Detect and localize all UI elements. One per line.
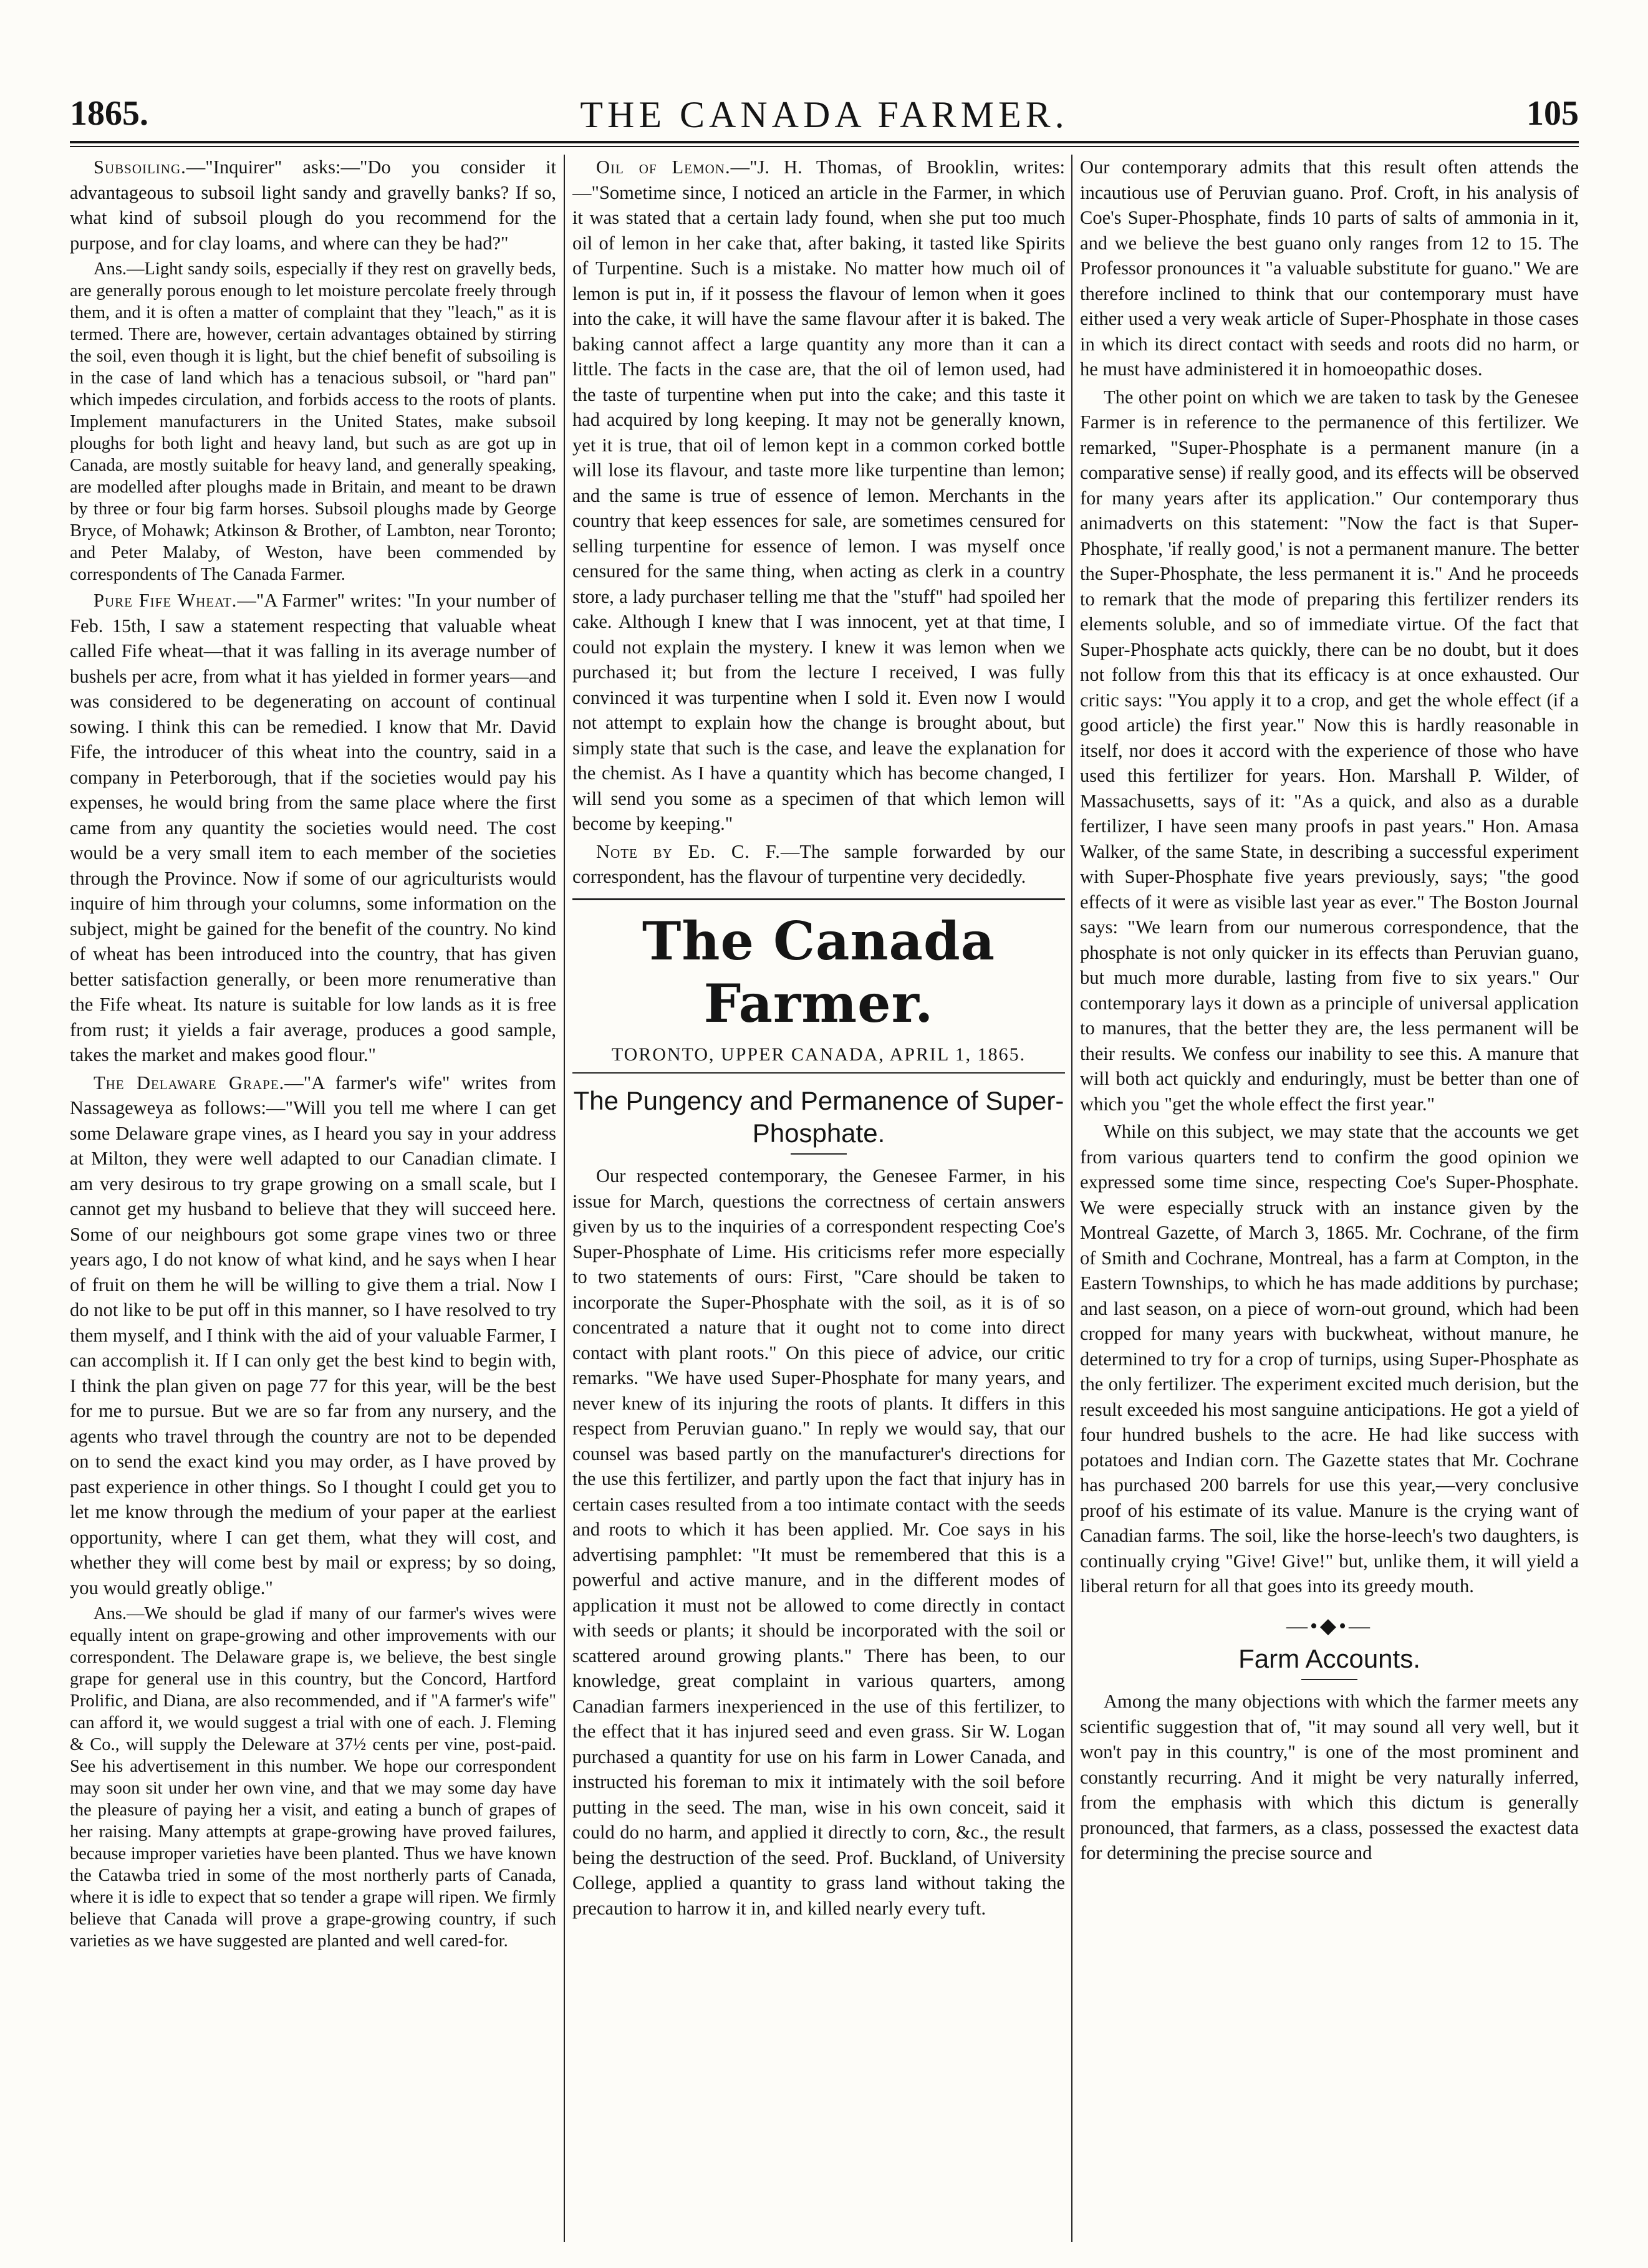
farm-accounts-title: Farm Accounts. (1238, 1644, 1420, 1673)
lemon-lead: Oil of Lemon. (596, 156, 731, 178)
grape-lead: The Delaware Grape. (94, 1072, 285, 1093)
masthead-rule-bottom (572, 1072, 1065, 1074)
fife-lead: Pure Fife Wheat. (94, 590, 238, 611)
editor-note (572, 839, 1065, 890)
column-3 (1080, 155, 1579, 2242)
column-2 (572, 155, 1065, 2242)
article-paragraph-4: While on this subject, we may state that the accounts we get from various quarters tend to confirm the good opinion we expressed some time since, respecting Coe's Super-Phosphate. We were especially struck with an instance given by the Montreal Gazette, of March 3, 1865. Mr. Cochrane, of the firm of Smith and Cochrane, Montreal, has a farm at Compton, in the Eastern Townships, to which he has made additions by purchase; and last season, on a piece of worn-out ground, which had been cropped for many years with buckwheat, without manure, he determined to try for a crop of turnips, using Super-Phosphate as the only fertilizer. The experiment excited much derision, but the result exceeded his most sanguine anticipations. He got a yield of four hundred bushels to the acre. He had like success with potatoes and Indian corn. The Gazette states that Mr. Cochrane has purchased 200 barrels for use this year,—very conclusive proof of his estimate of its value. Manure is the crying want of Canadian farms. The soil, like the horse-leech's two daughters, is continually crying "Give! Give!" but, unlike them, it will yield a liberal return for all that goes into its greedy mouth. (1080, 1121, 1579, 1597)
oil-of-lemon-letter (572, 155, 1065, 837)
fife-wheat-letter (70, 588, 556, 1068)
article-paragraph-1: Our respected contemporary, the Genesee Farmer, in his issue for March, questions the correctness of certain answers given by us to the inquiries of a correspondent respecting Coe's Super-Phosphate of Lime. His criticisms refer more especially to two statements of ours: First, "Care should be taken to incorporate the Super-Phosphate with the soil, as it is of so concentrated a nature that it ought not to come into direct contact with plant roots." On this piece of advice, our critic remarks. "We have used Super-Phosphate for many years, and never knew of its injuring the roots of plants. It differs in this respect from Peruvian guano." In reply we would say, that our counsel was based partly on the manufacturer's directions for the use this fertilizer, and partly upon the fact that injury has in certain cases resulted from a too intimate contact with the seeds and roots to which it has been applied. Mr. Coe says in his advertising pamphlet: "It must be remembered that this is a powerful and active manure, and in the different modes of application it must not be allowed to come directly in contact with seeds or plants; it should be incorporated with the soil or scattered around growing plants." There has been, to our knowledge, great complaint in various quarters, among Canadian farmers inexperienced in the use of this fertilizer, to the effect that it has injured seed and even grass. Sir W. Logan purchased a quantity for use on his farm in Lower Canada, and instructed his foreman to mix it intimately with the soil before putting in the seed. The man, wise in his own conceit, said it could do no harm, and applied it directly to corn, &c., the result being the destruction of the seed. Prof. Buckland, of University College, applied a quantity to grass land without taking the precaution to harrow it in, and killed nearly every tuft. (572, 1165, 1065, 1919)
note-text: —The sample forwarded by our correspondent, has the flavour of turpentine very decidedly. (572, 840, 1065, 887)
running-header (70, 94, 1579, 137)
delaware-grape-letter (70, 1070, 556, 1601)
masthead: The Canada Farmer. (642, 910, 996, 1034)
lemon-letter-text: —"J. H. Thomas, of Brooklin, writes: —"Sometime since, I noticed an article in the Farmer, in which it was stated that a certain lady found, when she put too much oil of lemon in her cake that, after baking, it tasted like Spirits of Turpentine. Such is a mistake. No matter how much oil of lemon is put in, if it possess the flavour of lemon when it goes into the cake, it will have the same flavour after it is baked. The baking cannot affect a large quantity any more than it can a little. The facts in the case are, that the oil of lemon used, had the taste of turpentine when put into the cake; and this taste it had acquired by long keeping. It may not be generally known, yet it is true, that oil of lemon kept in a common corked bottle will lose its flavour, and taste more like turpentine than lemon; and the same is true of essence of lemon. Merchants in the country that keep essences for sale, are sometimes censured for selling turpentine for essence of lemon. I was myself once censured for the same thing, when acting as clerk in a country store, a lady purchaser telling me that the "stuff" had spoiled her cake. Although I knew that I was innocent, yet at that time, I could not explain the mystery. I knew it was lemon when we purchased it; but from the lecture I received, I was fully convinced it was turpentine when I sold it. Even now I would not attempt to explain how the change is brought about, but simply state that such is the case, and leave the explanation for the chemist. As I have a quantity which has become changed, I will send you some as a specimen of that which lemon will become by keeping." (572, 156, 1065, 834)
subsoil-answer: Ans.—Light sandy soils, especially if they rest on gravelly beds, are generally porous enough to let moisture percolate freely through them, and it is often a matter of complaint that they "leach," as it is termed. There are, however, certain advantages obtained by stirring the soil, even though it is light, but the chief benefit of subsoiling is in the case of land which has a tenacious subsoil, or "hard pan" which impedes circulation, and forbids access to the roots of plants. Implement manufacturers in the United States, make subsoil ploughs for both light and heavy land, but such as are got up in Canada, are mostly suitable for heavy land, and generally speaking, are modelled after ploughs made in Britain, and meant to be drawn by three or four big farm horses. Subsoil ploughs made by George Bryce, of Mohawk; Atkinson & Brother, of Lambton, near Toronto; and Peter Malaby, of Weston, have been commended by correspondents of The Canada Farmer. (70, 259, 556, 584)
farm-accounts-paragraph: Among the many objections with which the farmer meets any scientific suggestion that of, "it may sound all very well, but it won't pay in this country," is one of the most prominent and constantly recurring. And it might be very naturally inferred, from the emphasis with which this dictum is generally pronounced, that farmers, as a class, possessed the exactest data for determining the precise source and (1080, 1691, 1579, 1863)
article-paragraph-2: Our contemporary admits that this result often attends the incautious use of Peruvian guano. Prof. Croft, in his analysis of Coe's Super-Phosphate, finds 10 parts of salts of ammonia in it, and we believe the best guano only ranges from 12 to 15. The Professor pronounces it "a valuable substitute for guano." We are therefore inclined to think that our contemporary must have either used a very weak article of Super-Phosphate in those cases in which its direct contact with seeds and roots did no harm, or he must have administered it in homoeopathic doses. (1080, 156, 1579, 380)
section-ornament: —•◆•— (1286, 1614, 1372, 1638)
subsoil-lead: Subsoiling. (94, 156, 186, 178)
header-year: 1865. (70, 94, 148, 133)
article-paragraph-3: The other point on which we are taken to task by the Genesee Farmer is in reference to the permanence of this fertilizer. We remarked, "Super-Phosphate is a permanent manure (in a comparative sense) if really good, and its effects will be observed for many years after its application." Our contemporary thus animadverts on this statement: "Now the fact is that Super-Phosphate, 'if really good,' is not a permanent manure. The better the Super-Phosphate, the less permanent it is." And he proceeds to remark that the mode of preparing this fertilizer renders its elements soluble, and so of immediate virtue. Of the fact that Super-Phosphate acts quickly, there can be no doubt, but it does not follow from this that its efficacy is at once exhausted. Our critic says: "You apply it to a crop, and get the whole effect (if a good article) the first year." Now this is hardly reasonable in itself, nor does it accord with the experience of those who have used this fertilizer for years. Hon. Marshall P. Wilder, of Massachusetts, says of it: "As a quick, and also as a durable fertilizer, I have seen many proofs in past years." Hon. Amasa Walker, of the same State, in describing a successful experiment with Super-Phosphate five years previously, says; "the good effects of it were as visible last year as ever." The Boston Journal says: "We learn from our numerous correspondence, that the phosphate is not only quicker in its effects than Peruvian guano, but much more durable, lasting from five to six years." Our contemporary lays it down as a principle of universal application to manures, that the better they are, the less permanent will be their results. We confess our inability to see this. A manure that will both act quickly and enduringly, must be better than one of which you "get the whole effect the first year." (1080, 386, 1579, 1115)
farm-title-underline (1301, 1679, 1357, 1680)
masthead-rule-top (572, 898, 1065, 900)
column-1 (70, 155, 556, 2242)
grape-answer: Ans.—We should be glad if many of our farmer's wives were equally intent on grape-growing and other improvements with our correspondent. The Delaware grape is, we believe, the best single grape for general use in this country, but the Concord, Hartford Prolific, and Diana, are also recommended, and if "A farmer's wife" can afford it, we would suggest a trial with one of each. J. Fleming & Co., will supply the Deleware at 37½ cents per vine, post-paid. See his advertisement in this number. We hope our correspondent may soon sit under her own vine, and that we may some day have the pleasure of paying her a visit, and eating a bunch of grapes of her raising. Many attempts at grape-growing have proved failures, because improper varieties have been planted. Thus we have known the Catawba tried in some of the most northerly parts of Canada, where it is idle to expect that so tender a grape will ripen. We firmly believe that Canada will prove a grape-growing country, if such varieties as we have suggested are planted and well cared-for. (70, 1604, 556, 1951)
header-title: THE CANADA FARMER. (580, 94, 1069, 135)
header-rule (70, 141, 1579, 143)
note-lead: Note by Ed. C. F. (596, 840, 781, 862)
subsoil-question-text: —"Inquirer" asks:—"Do you consider it advantageous to subsoil light sandy and gravelly banks? If so, what kind of subsoil plough do you recommend for the purpose, and for clay loams, and where can they be had?" (70, 156, 556, 254)
title-underline (791, 1153, 847, 1155)
column-divider-2 (1071, 155, 1072, 2242)
column-divider-1 (564, 155, 565, 2242)
page-number: 105 (1526, 94, 1579, 133)
article-title: The Pungency and Permanence of Super-Phosphate. (573, 1086, 1064, 1148)
dateline: TORONTO, UPPER CANADA, APRIL 1, 1865. (611, 1044, 1026, 1065)
fife-letter-text: —"A Farmer" writes: "In your number of Feb. 15th, I saw a statement respecting that valuable wheat called Fife wheat—that it was falling in its average number of bushels per acre, from what it has yielded in former years—and was considered to be degenerating on account of continual sowing. I think this can be remedied. I know that Mr. David Fife, the introducer of this wheat into the country, said in a company in Peterborough, that if the societies would pay his expenses, he would bring from the same place where the first came from any quantity the societies would need. The cost would be a very small item to each member of the societies through the Province. Now if some of our agriculturists would inquire of him through your columns, some information on the subject, might be gained for the benefit of the country. No kind of wheat has been introduced into the country, that has given better satisfaction generally, or been more renumerative than the Fife wheat. Its nature is suitable for low lands as it is free from rust; it yields a fair average, produces a good sample, takes the market and makes good flour." (70, 590, 556, 1065)
grape-letter-text: —"A farmer's wife" writes from Nassageweya as follows:—"Will you tell me where I can get some Delaware grape vines, as I heard you say in your address at Milton, they were well adapted to our Canadian climate. I am very desirous to try grape growing on a small scale, but I cannot get my husband to believe that they will succeed here. Some of our neighbours got some grape vines two or three years ago, I do not know of what kind, and he says when I hear of fruit on them he will be willing to give them a trial. Now I do not like to be put off in this manner, so I have resolved to try them myself, and I think with the aid of your valuable Farmer, I can accomplish it. If I can only get the best kind to begin with, I think the plan given on page 77 for this year, will be the best for me to pursue. But we are so far from any nursery, and the agents who travel through the country are not to be depended on to send the exact kind you may order, as I have proved by past experience in other things. So I thought I could get you to let me know through the medium of your paper at the earliest opportunity, where I can get them, what they will cost, and whether they will come best by mail or express; by so doing, you would greatly oblige." (70, 1072, 556, 1598)
header-rule-thin (70, 146, 1579, 147)
subsoil-question (70, 155, 556, 256)
